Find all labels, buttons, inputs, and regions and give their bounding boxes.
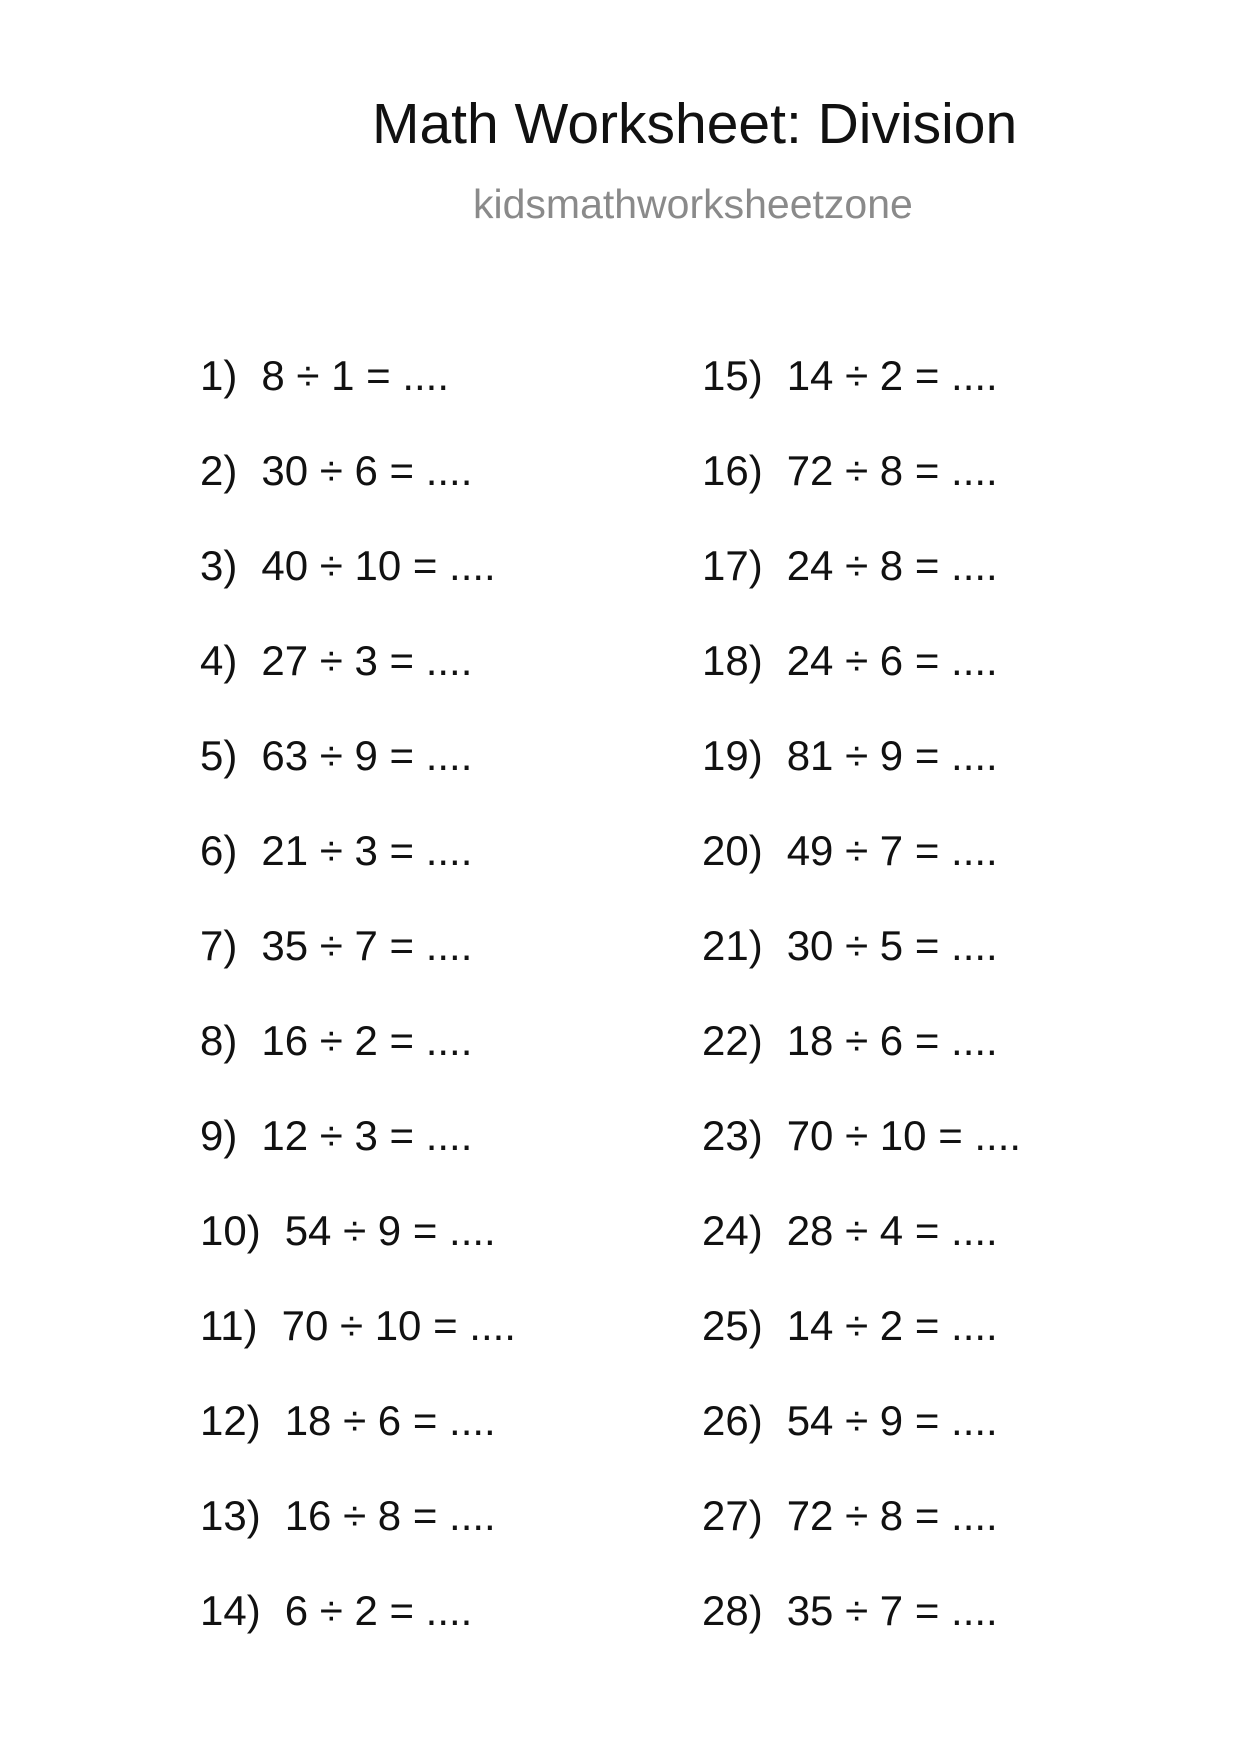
division-problem: [200, 922, 620, 1017]
problem-expression: 30 ÷ 6 = ....: [261, 447, 473, 494]
problem-number: 1): [200, 352, 238, 399]
division-problem: [702, 1302, 1122, 1397]
problem-number: 24): [702, 1207, 763, 1254]
problem-expression: 35 ÷ 7 = ....: [786, 1587, 998, 1634]
division-problem: [702, 352, 1122, 447]
division-problem: [702, 447, 1122, 542]
division-problem: [200, 1017, 620, 1112]
problem-expression: 63 ÷ 9 = ....: [261, 732, 473, 779]
problem-number: 26): [702, 1397, 763, 1444]
problem-expression: 14 ÷ 2 = ....: [786, 1302, 998, 1349]
division-problem: [200, 352, 620, 447]
division-problem: [702, 827, 1122, 922]
division-problem: [200, 1207, 620, 1302]
page-title: Math Worksheet: Division: [372, 92, 1018, 156]
problem-number: 7): [200, 922, 238, 969]
problem-expression: 70 ÷ 10 = ....: [786, 1112, 1022, 1159]
problem-number: 18): [702, 637, 763, 684]
problems-column-left: [200, 352, 620, 1682]
problem-expression: 72 ÷ 8 = ....: [786, 447, 998, 494]
problem-number: 2): [200, 447, 238, 494]
problem-expression: 21 ÷ 3 = ....: [261, 827, 473, 874]
division-problem: [200, 1397, 620, 1492]
problem-number: 21): [702, 922, 763, 969]
problem-expression: 24 ÷ 8 = ....: [786, 542, 998, 589]
division-problem: [200, 1112, 620, 1207]
division-problem: [702, 1207, 1122, 1302]
problem-expression: 24 ÷ 6 = ....: [786, 637, 998, 684]
problem-expression: 72 ÷ 8 = ....: [786, 1492, 998, 1539]
problem-expression: 49 ÷ 7 = ....: [786, 827, 998, 874]
problem-expression: 14 ÷ 2 = ....: [786, 352, 998, 399]
problem-expression: 18 ÷ 6 = ....: [786, 1017, 998, 1064]
division-problem: [200, 732, 620, 827]
problem-expression: 27 ÷ 3 = ....: [261, 637, 473, 684]
division-problem: [702, 542, 1122, 637]
problem-expression: 54 ÷ 9 = ....: [284, 1207, 496, 1254]
problem-expression: 30 ÷ 5 = ....: [786, 922, 998, 969]
problem-expression: 70 ÷ 10 = ....: [281, 1302, 516, 1349]
problem-expression: 16 ÷ 8 = ....: [284, 1492, 496, 1539]
problem-number: 6): [200, 827, 238, 874]
problem-number: 11): [200, 1302, 258, 1349]
page-subtitle: kidsmathworksheetzone: [473, 181, 913, 227]
problem-expression: 28 ÷ 4 = ....: [786, 1207, 998, 1254]
division-problem: [200, 447, 620, 542]
problem-number: 19): [702, 732, 763, 779]
problem-number: 28): [702, 1587, 763, 1634]
problem-number: 4): [200, 637, 238, 684]
problem-number: 9): [200, 1112, 238, 1159]
division-problem: [702, 1112, 1122, 1207]
problem-expression: 81 ÷ 9 = ....: [786, 732, 998, 779]
problem-number: 5): [200, 732, 238, 779]
problem-expression: 18 ÷ 6 = ....: [284, 1397, 496, 1444]
division-problem: [200, 1587, 620, 1682]
division-problem: [702, 922, 1122, 1017]
division-problem: [702, 1397, 1122, 1492]
problem-number: 10): [200, 1207, 261, 1254]
problem-number: 16): [702, 447, 763, 494]
division-problem: [200, 542, 620, 637]
problem-expression: 6 ÷ 2 = ....: [284, 1587, 473, 1634]
problem-number: 13): [200, 1492, 261, 1539]
division-problem: [200, 1492, 620, 1587]
division-problem: [702, 1017, 1122, 1112]
problem-expression: 35 ÷ 7 = ....: [261, 922, 473, 969]
division-problem: [702, 637, 1122, 732]
problem-number: 17): [702, 542, 763, 589]
problem-number: 3): [200, 542, 238, 589]
problem-number: 22): [702, 1017, 763, 1064]
problem-number: 27): [702, 1492, 763, 1539]
problem-number: 15): [702, 352, 763, 399]
division-problem: [702, 1492, 1122, 1587]
problem-number: 8): [200, 1017, 238, 1064]
problem-expression: 8 ÷ 1 = ....: [261, 352, 450, 399]
problem-expression: 40 ÷ 10 = ....: [261, 542, 496, 589]
problem-number: 25): [702, 1302, 763, 1349]
problem-number: 23): [702, 1112, 763, 1159]
division-problem: [702, 732, 1122, 827]
problems-column-right: [702, 352, 1122, 1682]
problem-expression: 12 ÷ 3 = ....: [261, 1112, 473, 1159]
division-problem: [200, 1302, 620, 1397]
division-problem: [200, 637, 620, 732]
problem-number: 12): [200, 1397, 261, 1444]
problem-number: 14): [200, 1587, 261, 1634]
division-problem: [200, 827, 620, 922]
division-problem: [702, 1587, 1122, 1682]
problem-expression: 54 ÷ 9 = ....: [786, 1397, 998, 1444]
problem-number: 20): [702, 827, 763, 874]
problem-expression: 16 ÷ 2 = ....: [261, 1017, 473, 1064]
